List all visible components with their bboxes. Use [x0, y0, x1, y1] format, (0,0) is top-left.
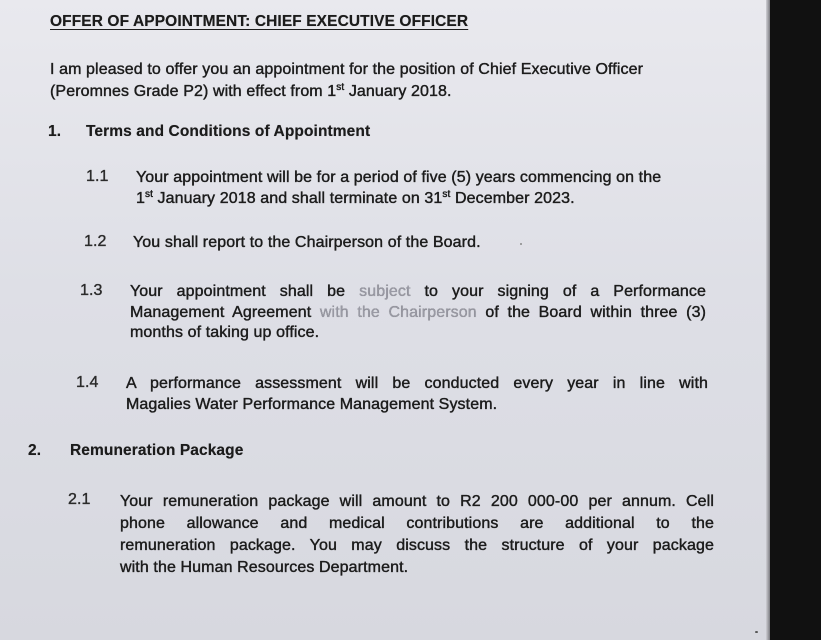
clause-1-2-text: You shall report to the Chairperson of the Board.: [133, 234, 481, 251]
scan-speck: [520, 243, 522, 245]
section-1-heading: Terms and Conditions of Appointment: [86, 123, 371, 140]
clause-1-4-number: 1.4: [76, 374, 99, 391]
clause-1-1-line-2: 1st January 2018 and shall terminate on 31st December 2023.: [136, 188, 575, 207]
clause-2-1-number: 2.1: [68, 491, 91, 508]
section-2-heading: Remuneration Package: [70, 442, 244, 459]
clause-2-1-text: [120, 491, 714, 579]
clause-1-3-number: 1.3: [80, 282, 103, 299]
scanner-margin: [770, 0, 821, 640]
clause-2-1-line-4: with the Human Resources Department.: [120, 559, 409, 576]
intro-paragraph: [50, 59, 710, 103]
clause-1-2-number: 1.2: [84, 233, 107, 250]
clause-2-1-line-2: phone allowance and medical contributions are additional to the: [120, 515, 714, 532]
clause-1-1-number: 1.1: [86, 168, 109, 185]
clause-1-1-text: [136, 168, 736, 209]
section-1-number: 1.: [48, 123, 62, 140]
scan-speck: [755, 631, 758, 633]
clause-1-4-text: [126, 374, 708, 415]
clause-1-4-line-2: Magalies Water Performance Management System.: [126, 395, 498, 413]
section-2-number: 2.: [28, 442, 42, 459]
clause-1-3-line-3: months of taking up office.: [130, 324, 320, 341]
intro-line-1: I am pleased to offer you an appointment for the position of Chief Executive Officer: [50, 61, 644, 78]
document-title: OFFER OF APPOINTMENT: CHIEF EXECUTIVE OFFICER: [50, 13, 469, 30]
clause-2-1-line-1: Your remuneration package will amount to R2 200 000-00 per annum. Cell: [120, 493, 714, 510]
clause-1-3-line-2: Management Agreement with the Chairperson of the Board within three (3): [130, 303, 707, 321]
clause-1-3-text: [130, 282, 706, 344]
clause-1-1-line-1: Your appointment will be for a period of five (5) years commencing on the: [136, 169, 662, 186]
clause-1-4-line-1: A performance assessment will be conducted every year in line with: [126, 375, 708, 392]
clause-1-3-line-1: Your appointment shall be subject to your signing of a Performance: [130, 283, 706, 300]
clause-2-1-line-3: remuneration package. You may discuss the structure of your package: [120, 537, 714, 554]
intro-line-2: (Peromnes Grade P2) with effect from 1st January 2018.: [50, 82, 452, 100]
